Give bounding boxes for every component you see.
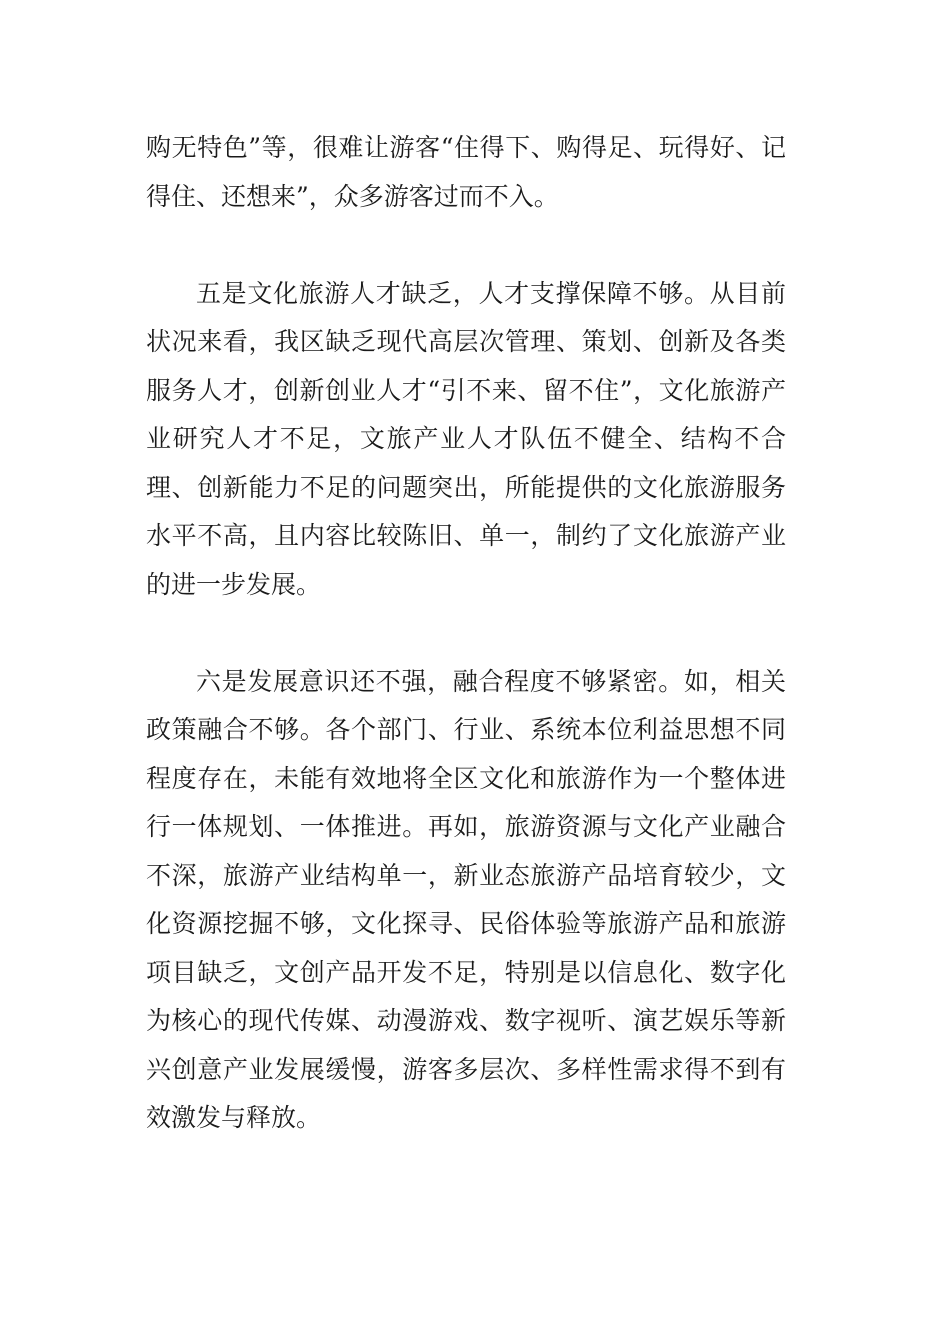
paragraph-integration: 六是发展意识还不强，融合程度不够紧密。如，相关政策融合不够。各个部门、行业、系统本位利益思想不同程度存在，未能有效地将全区文化和旅游作为一个整体进行一体规划、一体推进。再如，旅游资源与文化产业融合不深，旅游产业结构单一，新业态旅游产品培育较少，文化资源挖掘不够，文化探寻、民俗体验等旅游产品和旅游项目缺乏，文创产品开发不足，特别是以信息化、数字化为核心的现代传媒、动漫游戏、数字视听、演艺娱乐等新兴创意产业发展缓慢，游客多层次、多样性需求得不到有效激发与释放。 [146,666,786,1132]
document-body [146,124,786,1143]
paragraph-spacer [146,221,786,270]
paragraph-spacer [146,609,786,658]
paragraph-continuation: 购无特色”等，很难让游客“住得下、购得足、玩得好、记得住、还想来”，众多游客过而不入。 [146,133,786,211]
paragraph-talent-shortage: 五是文化旅游人才缺乏，人才支撑保障不够。从目前状况来看，我区缺乏现代高层次管理、策划、创新及各类服务人才，创新创业人才“引不来、留不住”，文化旅游产业研究人才不足，文旅产业人才队伍不健全、结构不合理、创新能力不足的问题突出，所能提供的文化旅游服务水平不高，且内容比较陈旧、单一，制约了文化旅游产业的进一步发展。 [146,278,786,599]
